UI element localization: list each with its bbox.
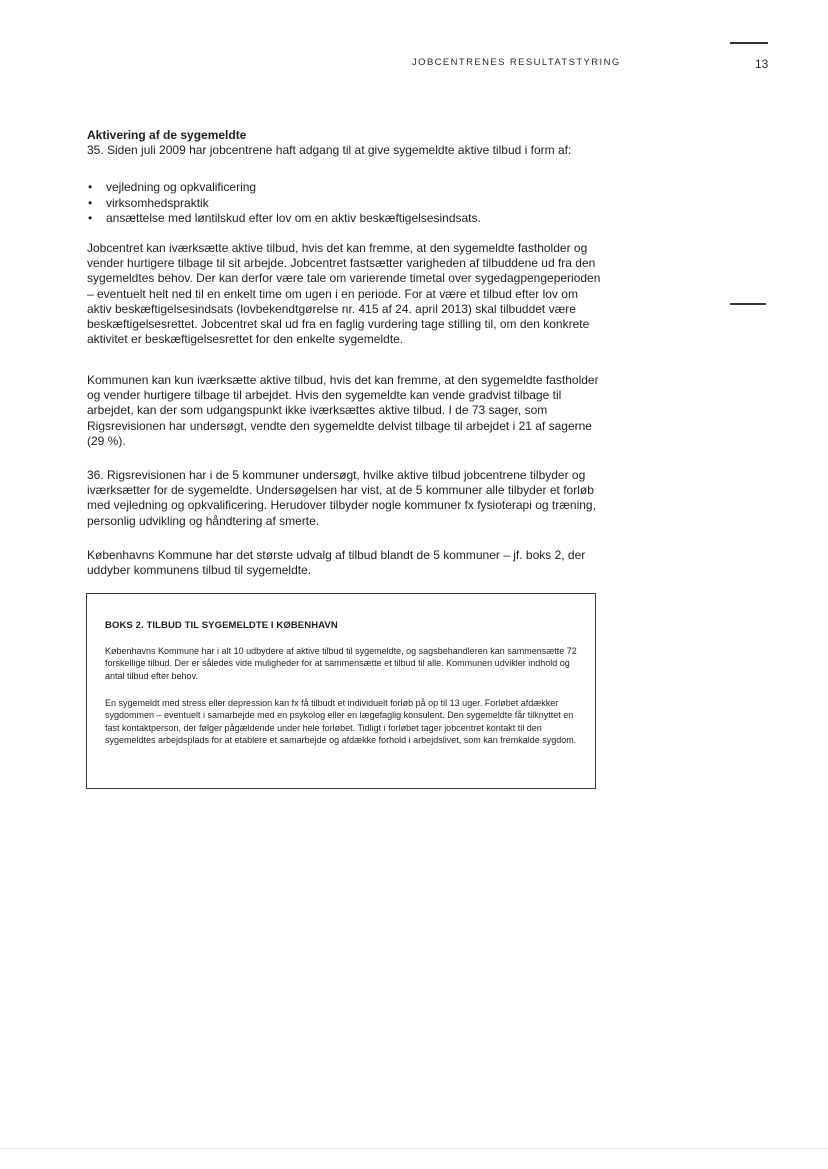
paragraph-text: Kommunen kan kun iværksætte aktive tilbud, hvis det kan fremme, at den sygemeldte fastholder og vender hurtigere tilbage til arbejdet. Hvis den sygemeldte kan vende gradvist tilbage til arbejdet, kan der som udgangspunkt ikke iværksættes aktive tilbud. I de 73 sager, som Rigsrevisionen har undersøgt, vendte den sygemeldte delvist tilbage til arbejdet i 21 af sagerne (29 %). (87, 373, 599, 448)
paragraph-jobcentret (87, 241, 602, 347)
box-paragraph-2: En sygemeldt med stress eller depression kan fx få tilbudt et individuelt forløb på op til 13 uger. Forløbet afdækker sygdommen – eventuelt i samarbejde med en psykolog eller en lægefaglig konsulent. Den sygemeldte får tilknyttet en fast kontaktperson, der følger pågældende under hele forløbet. Tidligt i forløbet tager jobcentret kontakt til den sygemeldtes arbejdsplads for at etablere et samarbejde og afdække forhold i arbejdslivet, som kan fremkalde sygdom. (105, 698, 577, 745)
margin-rule-middle (730, 303, 766, 305)
page-number: 13 (755, 57, 769, 71)
running-header: JOBCENTRENES RESULTATSTYRING (412, 57, 621, 68)
list-item: • ansættelse med løntilskud efter lov om en aktiv beskæftigelsesindsats. (87, 211, 602, 227)
paragraph-35-intro: 35. Siden juli 2009 har jobcentrene haft adgang til at give sygemeldte aktive tilbud i form af: (87, 143, 572, 158)
paragraph-kommunen (87, 373, 602, 449)
paragraph-text: 36. Rigsrevisionen har i de 5 kommuner undersøgt, hvilke aktive tilbud jobcentrene tilbyder og iværksætter for de sygemeldte. Undersøgelsen har vist, at de 5 kommuner alle tilbyder et forløb med vejledning og opkvalificering. Herudover tilbyder nogle kommuner fx fysioterapi og træning, personlig udvikling og håndtering af smerte. (87, 468, 596, 528)
page-bottom-edge (0, 1148, 828, 1149)
margin-rule-top (730, 42, 768, 44)
section-heading: Aktivering af de sygemeldte (87, 128, 247, 142)
paragraph-36 (87, 468, 602, 529)
section-intro-block (87, 128, 602, 158)
bullet-list (87, 180, 602, 227)
paragraph-text: Københavns Kommune har det største udvalg af tilbud blandt de 5 kommuner – jf. boks 2, der uddyber kommunens tilbud til sygemeldte. (87, 548, 586, 578)
list-item: • vejledning og opkvalificering (87, 180, 602, 196)
box-paragraph-1: Københavns Kommune har i alt 10 udbydere af aktive tilbud til sygemeldte, og sagsbehandleren kan sammensætte 72 forskellige tilbud. Der er således vide muligheder for at sammensætte et tilbud til alle. Kommunen udvikler indhold og antal tilbud efter behov. (105, 646, 577, 681)
paragraph-text: Jobcentret kan iværksætte aktive tilbud, hvis det kan fremme, at den sygemeldte fastholder og vender hurtigere tilbage til sit arbejde. Jobcentret fastsætter varigheden af tilbuddene ud fra den sygemeldtes behov. Der kan derfor være tale om varierende timetal over sygedagpengeperioden – eventuelt helt ned til en enkelt time om ugen i en periode. For at være et tilbud efter lov om aktiv beskæftigelsesindsats (lovbekendtgørelse nr. 415 af 24. april 2013) skal tilbuddet være beskæftigelsesrettet. Jobcentret skal ud fra en faglig vurdering tage stilling til, om den konkrete aktivitet er beskæftigelsesrettet for den enkelte sygemeldte. (87, 241, 601, 347)
info-box (86, 593, 596, 789)
list-item: • virksomhedspraktik (87, 196, 602, 212)
paragraph-koebenhavn (87, 548, 602, 578)
box-title: BOKS 2. TILBUD TIL SYGEMELDTE I KØBENHAVN (105, 620, 338, 631)
